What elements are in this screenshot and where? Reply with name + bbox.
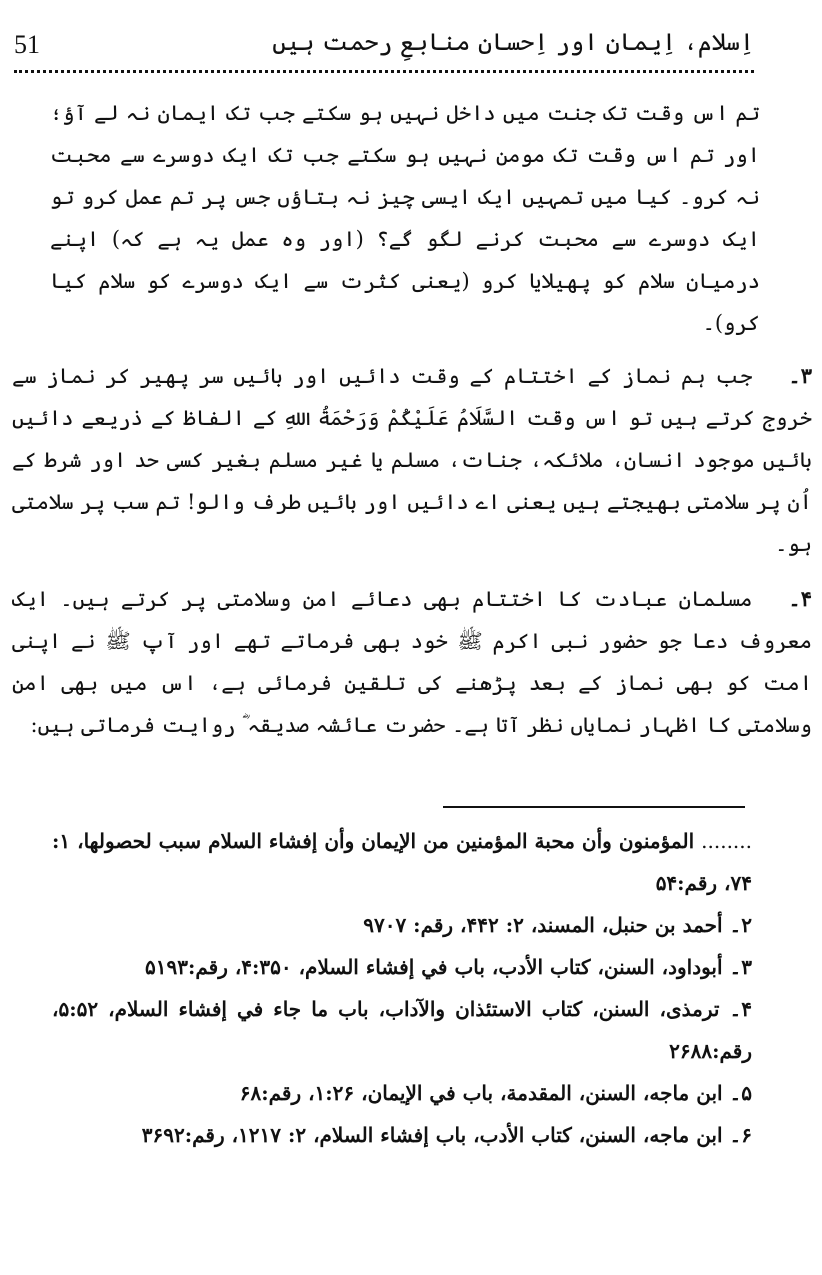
footnote-item bbox=[52, 1114, 752, 1156]
paragraph-3 bbox=[12, 355, 812, 565]
footnote-item bbox=[52, 946, 752, 988]
footnote-text: ۳۔ أبوداود، السنن، کتاب الأدب، باب في إفشاء السلام، ۴:۳۵۰، رقم:۵۱۹۳ bbox=[144, 955, 752, 979]
running-title: اِسلام، اِیمان اور اِحسان منابعِ رحمت ہیں bbox=[272, 28, 754, 56]
paragraph-4 bbox=[12, 578, 812, 746]
footnote-item bbox=[52, 820, 752, 904]
paragraph-number: ۳۔ bbox=[788, 363, 812, 388]
page-header bbox=[14, 28, 754, 70]
footnote-item bbox=[52, 988, 752, 1072]
footnote-separator bbox=[443, 806, 745, 808]
footnotes bbox=[52, 820, 752, 1156]
footnote-text: ۶۔ ابن ماجه، السنن، کتاب الأدب، باب إفشاء السلام، ۲: ۱۲۱۷، رقم:۳۶۹۲ bbox=[141, 1123, 752, 1147]
paragraph-number: ۴۔ bbox=[788, 586, 812, 611]
footnote-text: ۲۔ أحمد بن حنبل، المسند، ۲: ۴۴۲، رقم: ۹۷۰۷ bbox=[363, 913, 752, 937]
footnote-text: ۴۔ ترمذی، السنن، کتاب الاستئذان والآداب، باب ما جاء في إفشاء السلام، ۵:۵۲، رقم:۲۶۸۸ bbox=[52, 997, 752, 1063]
hadith-quote: تم اس وقت تک جنت میں داخل نہیں ہو سکتے جب تک ایمان نہ لے آؤ؛ اور تم اس وقت تک مومن نہیں ہو سکتے جب تک ایک دوسرے سے محبت نہ کرو۔ کیا میں تمہیں ایک ایسی چیز نہ بتاؤں جس پر تم عمل کرو تو ایک دوسرے سے محبت کرنے لگو گے؟ (اور وہ عمل یہ ہے کہ) اپنے درمیان سلام کو پھیلایا کرو (یعنی کثرت سے ایک دوسرے کو سلام کیا کرو)۔ bbox=[50, 101, 760, 335]
footnote-text: المؤمنون وأن محبة المؤمنين من الإيمان وأن إفشاء السلام سبب لحصولها، ۱: ۷۴، رقم:۵۴ bbox=[52, 829, 752, 895]
footnote-continuation-dots: ........ bbox=[701, 829, 752, 853]
footnote-text: ۵۔ ابن ماجه، السنن، المقدمة، باب في الإيمان، ۱:۲۶، رقم:۶۸ bbox=[239, 1081, 752, 1105]
header-dotted-rule bbox=[14, 70, 754, 73]
paragraph-text: مسلمان عبادت کا اختتام بھی دعائے امن وسلامتی پر کرتے ہیں۔ ایک معروف دعا جو حضور نبی اکرم ﷺ خود بھی فرماتے تھے اور آپ ﷺ نے اپنی امت کو بھی نماز کے بعد پڑھنے کی تلقین فرمائی ہے، اس میں بھی امن وسلامتی کا اظہار نمایاں نظر آتا ہے۔ حضرت عائشہ صدیقہ ؓ روایت فرماتی ہیں: bbox=[12, 587, 812, 737]
page-number: 51 bbox=[14, 30, 40, 59]
paragraph-text: جب ہم نماز کے اختتام کے وقت دائیں اور بائیں سر پھیر کر نماز سے خروج کرتے ہیں تو اس وقت السَّلَامُ عَلَيْکُمْ وَرَحْمَةُ اللهِ کے الفاظ کے ذریعے دائیں بائیں موجود انسان، ملائکہ، جنات، مسلم یا غیر مسلم بغیر کسی حد اور شرط کے اُن پر سلامتی بھیجتے ہیں یعنی اے دائیں اور بائیں طرف والو! تم سب پر سلامتی ہو۔ bbox=[12, 364, 812, 556]
footnote-item bbox=[52, 1072, 752, 1114]
footnote-item bbox=[52, 904, 752, 946]
